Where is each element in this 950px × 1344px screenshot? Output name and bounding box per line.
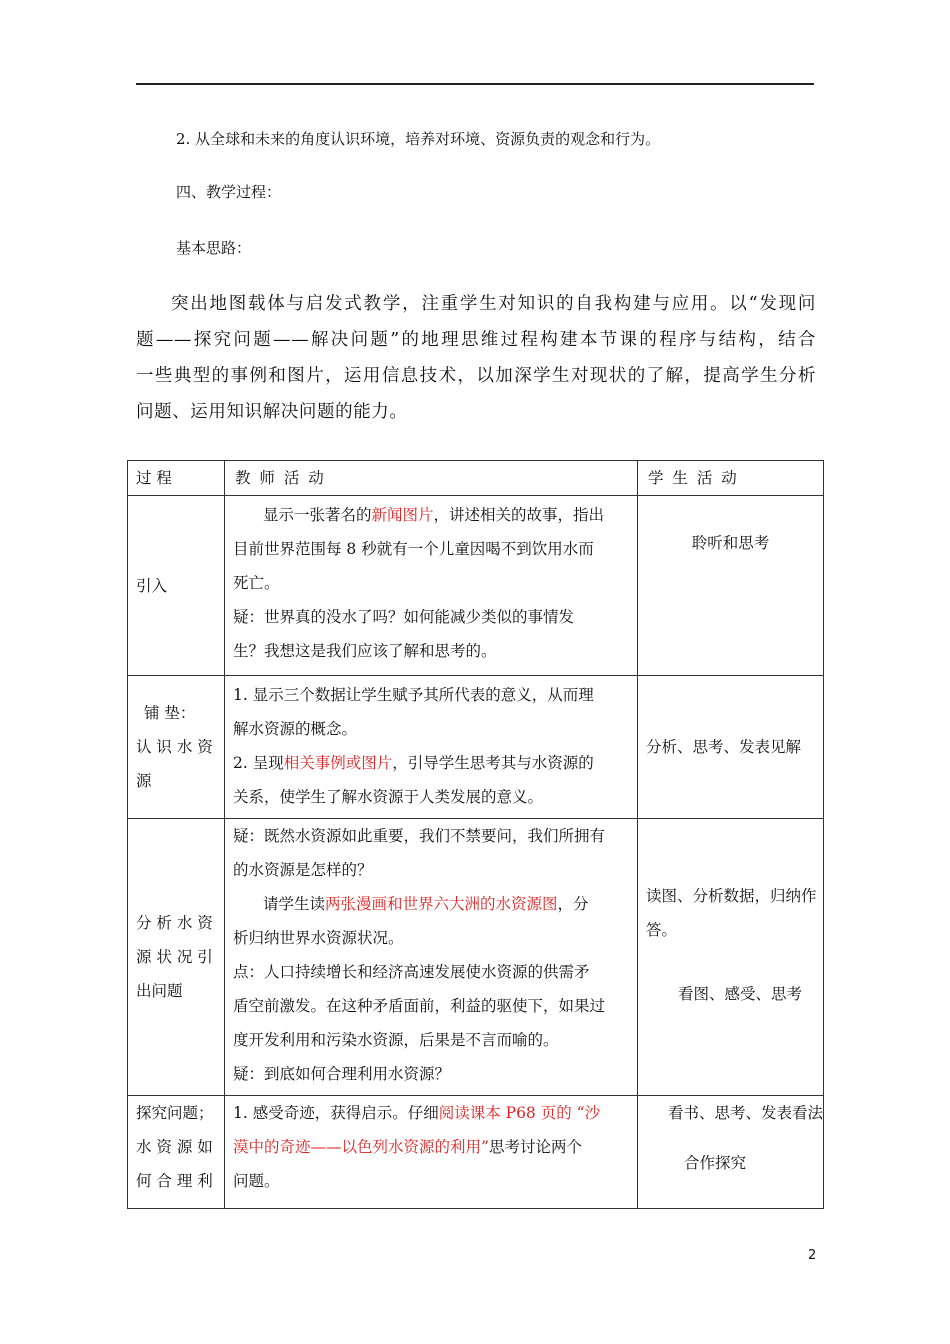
paragraph-line: 一些典型的事例和图片，运用信息技术，以加深学生对现状的了解，提高学生分析: [136, 366, 816, 386]
examples-highlight: 相关事例或图片: [283, 754, 393, 772]
process-cell: 分 析 水 资 源 状 况 引 出问题: [128, 819, 225, 1096]
teacher-cell: 1. 感受奇迹，获得启示。仔细阅读课本 P68 页的 “沙 漠中的奇迹——以色列水资源的利用”思考讨论两个 问题。: [225, 1096, 638, 1209]
paragraph-line: 题——探究问题——解决问题”的地理思维过程构建本节课的程序与结构，结合: [136, 330, 816, 350]
table-row: [128, 1096, 824, 1209]
process-cell: 探究问题； 水 资 源 如 何 合 理 利: [128, 1096, 225, 1209]
student-cell: 看书、思考、发表看法 合作探究: [638, 1096, 824, 1209]
table-header-row: [128, 461, 824, 496]
teacher-cell: 显示一张著名的新闻图片，讲述相关的故事，指出 目前世界范围每 8 秒就有一个儿童因喝不到饮用水而 死亡。 疑：世界真的没水了吗？如何能减少类似的事情发 生？我想这是我们应该了解和思考的。: [225, 496, 638, 676]
cartoons-map-highlight: 两张漫画和世界六大洲的水资源图: [325, 895, 558, 913]
header-teacher: 教 师 活 动: [225, 461, 638, 496]
textbook-highlight-cont: 漠中的奇迹——以色列水资源的利用”: [233, 1138, 489, 1156]
paragraph-line: 问题、运用知识解决问题的能力。: [136, 402, 408, 422]
header-student: 学 生 活 动: [638, 461, 824, 496]
objective-2: 2. 从全球和未来的角度认识环境，培养对环境、资源负责的观念和行为。: [176, 130, 661, 148]
student-cell: 读图、分析数据，归纳作 答。 看图、感受、思考: [638, 819, 824, 1096]
student-cell: 分析、思考、发表见解: [638, 676, 824, 819]
news-photo-highlight: 新闻图片: [371, 506, 434, 524]
section-heading: 四、教学过程：: [176, 183, 282, 201]
paragraph-line: 突出地图载体与启发式教学，注重学生对知识的自我构建与应用。以“发现问: [171, 294, 816, 314]
basic-idea-label: 基本思路：: [176, 239, 252, 257]
table-row: [128, 819, 824, 1096]
process-cell: 引入: [128, 496, 225, 676]
page-number: 2: [808, 1248, 817, 1263]
header-process: 过 程: [128, 461, 225, 496]
header-rule: [136, 83, 814, 85]
student-cell: 聆听和思考: [638, 496, 824, 676]
process-cell: 铺 垫： 认 识 水 资 源: [128, 676, 225, 819]
table-row: [128, 676, 824, 819]
basic-idea-paragraph: [136, 286, 816, 430]
lesson-process-table: [127, 460, 824, 1209]
teacher-cell: 疑：既然水资源如此重要，我们不禁要问，我们所拥有 的水资源是怎样的？ 请学生读两张漫画和世界六大洲的水资源图，分 析归纳世界水资源状况。 点：人口持续增长和经济高速发展使水资源的供需矛 盾空前激发。在这种矛盾面前，利益的驱使下，如果过 度开发利用和污染水资源，后果是不言而喻的。 疑：到底如何合理利用水资源？: [225, 819, 638, 1096]
textbook-highlight: 阅读课本 P68 页的 “沙: [438, 1104, 601, 1122]
table-row: [128, 496, 824, 676]
teacher-cell: 1. 显示三个数据让学生赋予其所代表的意义，从而理 解水资源的概念。 2. 呈现相关事例或图片，引导学生思考其与水资源的 关系，使学生了解水资源于人类发展的意义。: [225, 676, 638, 819]
